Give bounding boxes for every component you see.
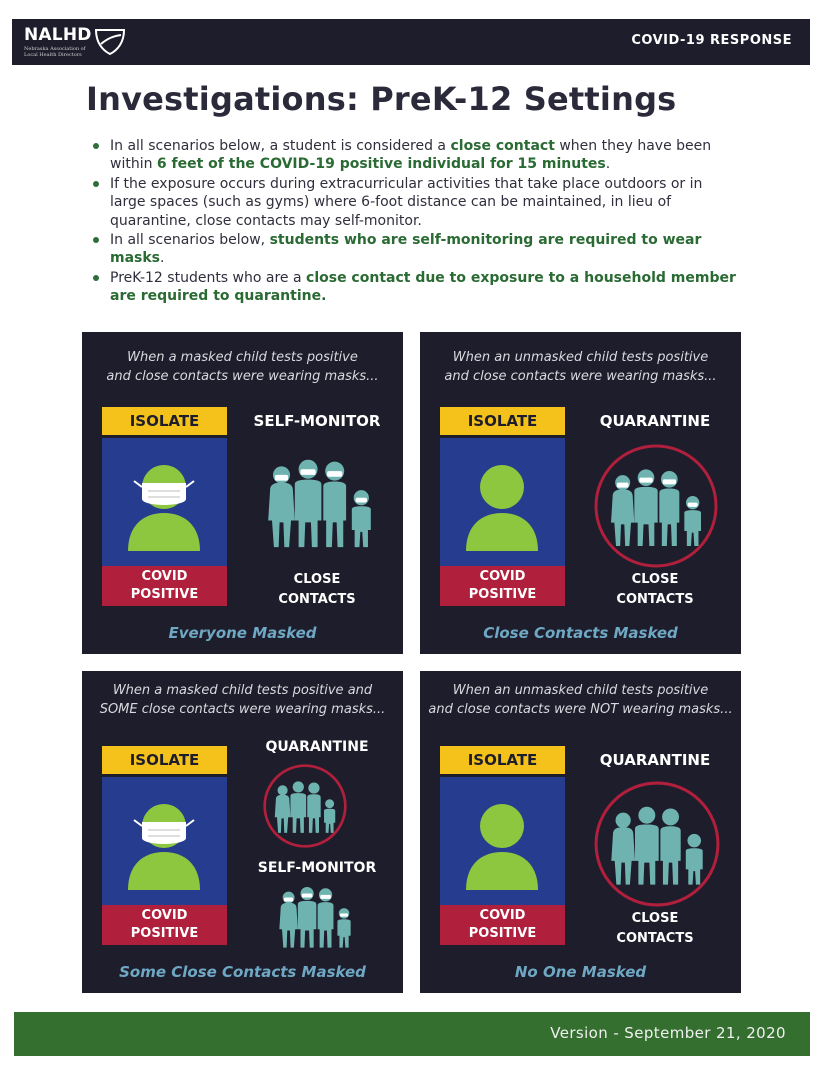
isolate-label: ISOLATE (102, 407, 227, 435)
close-contacts-label: CLOSE CONTACTS (278, 572, 356, 607)
self-monitor-label: SELF-MONITOR (257, 860, 377, 876)
covid-positive-label: COVID POSITIVE (440, 566, 565, 606)
header-bar (12, 19, 810, 65)
quarantine-circle-icon (592, 442, 720, 570)
isolate-label: ISOLATE (440, 746, 565, 774)
panel-intro: When a masked child tests positive and SOME close contacts were wearing masks... (99, 683, 386, 717)
self-monitor-label: SELF-MONITOR (253, 412, 381, 430)
panel-caption: No One Masked (514, 963, 647, 981)
bullet-close-contact: In all scenarios below, a student is considered a close contact when they have been within 6 feet of the COVID-19 positive individual for 15 minutes. (110, 137, 740, 174)
panel-some-masked (82, 671, 403, 993)
panel-everyone-masked (82, 332, 403, 654)
panel-intro: When a masked child tests positive and close contacts were wearing masks... (106, 350, 379, 384)
positive-child-box (440, 777, 565, 905)
page-title: Investigations: PreK-12 Settings (86, 80, 677, 118)
quarantine-label: QUARANTINE (599, 412, 711, 430)
bullet-self-monitoring: In all scenarios below, students who are self-monitoring are required to wear masks. (110, 231, 740, 268)
quarantine-label: QUARANTINE (265, 739, 369, 755)
panel-intro: When an unmasked child tests positive and close contacts were NOT wearing masks... (428, 683, 733, 717)
guidance-bullets (110, 137, 740, 307)
covid-positive-label: COVID POSITIVE (440, 905, 565, 945)
masked-family-icon (274, 883, 356, 949)
panel-no-one-masked (420, 671, 741, 993)
close-contacts-label: CLOSE CONTACTS (616, 572, 694, 607)
panel-close-contacts-masked (420, 332, 741, 654)
covid-response-label: COVID-19 RESPONSE (631, 33, 792, 48)
quarantine-label: QUARANTINE (599, 751, 711, 769)
masked-family-icon (262, 454, 377, 549)
bullet-household: PreK-12 students who are a close contact due to exposure to a household member are required to quarantine. (110, 269, 740, 306)
panel-caption: Everyone Masked (168, 624, 317, 642)
nalhd-logo (24, 24, 144, 60)
positive-child-box (102, 438, 227, 566)
quarantine-circle-icon (592, 779, 722, 909)
isolate-label: ISOLATE (102, 746, 227, 774)
panel-intro: When an unmasked child tests positive and close contacts were wearing masks... (444, 350, 717, 384)
quarantine-circle-icon (262, 763, 348, 849)
shield-icon (94, 26, 126, 56)
isolate-label: ISOLATE (440, 407, 565, 435)
person-icon (452, 789, 552, 899)
covid-positive-label: COVID POSITIVE (102, 566, 227, 606)
logo-subtitle: Nebraska Association of Local Health Directors (24, 46, 86, 58)
masked-person-icon (114, 450, 214, 560)
bullet-extracurricular: If the exposure occurs during extracurricular activities that take place outdoors or in large spaces (such as gyms) where 6-foot distance can be maintained, in lieu of quarantine, close contacts may self-monitor. (110, 175, 740, 230)
version-label: Version - September 21, 2020 (550, 1024, 786, 1042)
person-icon (452, 450, 552, 560)
panel-caption: Some Close Contacts Masked (119, 963, 366, 981)
panel-caption: Close Contacts Masked (483, 624, 678, 642)
masked-person-icon (114, 789, 214, 899)
footer-bar (14, 1012, 810, 1056)
close-contacts-label: CLOSE CONTACTS (616, 911, 694, 946)
positive-child-box (102, 777, 227, 905)
positive-child-box (440, 438, 565, 566)
logo-text: NALHD (24, 25, 92, 45)
covid-positive-label: COVID POSITIVE (102, 905, 227, 945)
